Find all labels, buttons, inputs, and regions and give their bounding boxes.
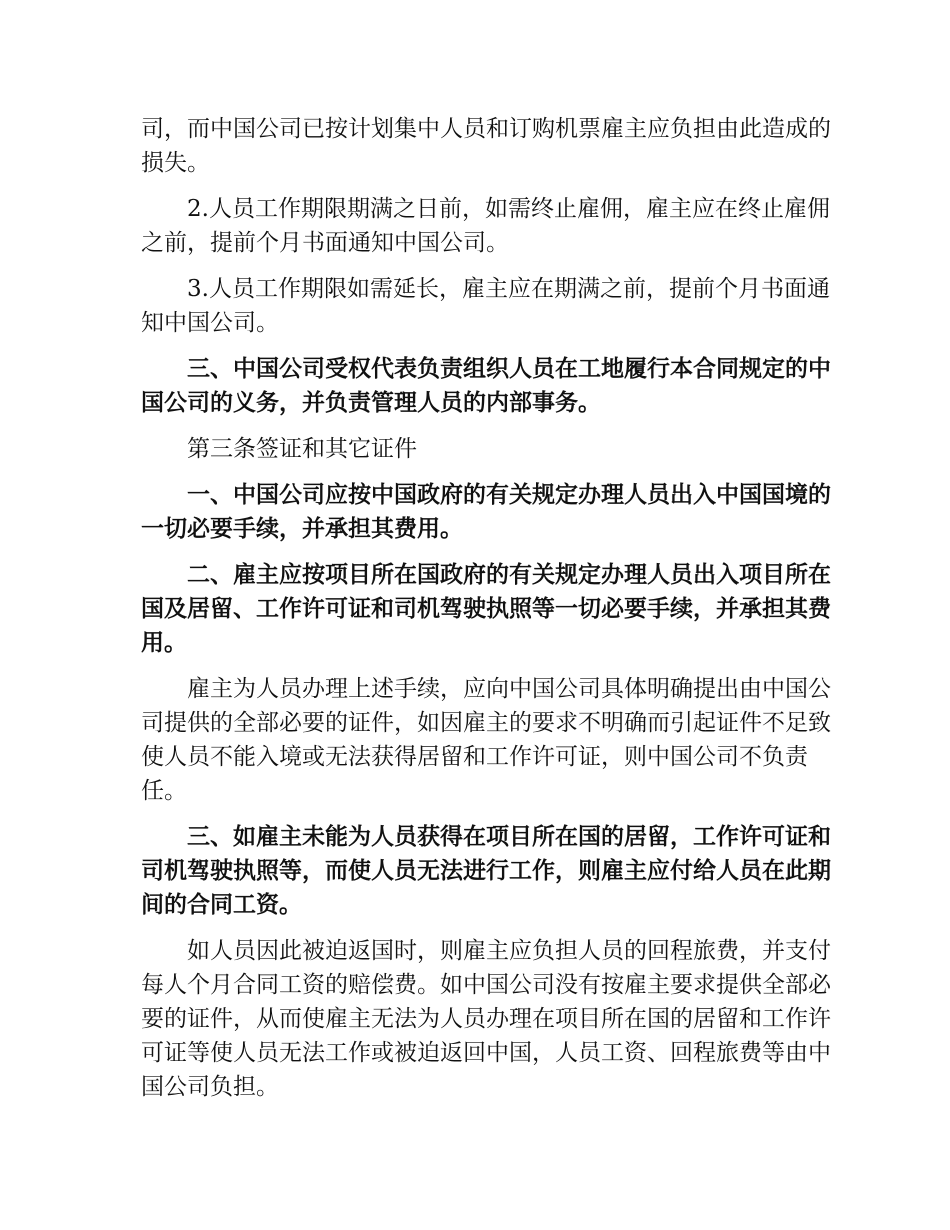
- paragraph-continuation-loss: 司，而中国公司已按计划集中人员和订购机票雇主应负担由此造成的损失。: [141, 116, 831, 176]
- paragraph-section-2-employer-procedures: 二、雇主应按项目所在国政府的有关规定办理人员出入项目所在国及居留、工作许可证和司机驾驶执照等一切必要手续，并承担其费用。: [141, 561, 831, 656]
- document-page: [141, 112, 831, 1116]
- paragraph-section-1-china-procedures: 一、中国公司应按中国政府的有关规定办理人员出入中国国境的一切必要手续，并承担其费用。: [141, 481, 831, 542]
- paragraph-section-3-representative: 三、中国公司受权代表负责组织人员在工地履行本合同规定的中国公司的义务，并负责管理人员的内部事务。: [141, 355, 831, 416]
- paragraph-employer-documents: 雇主为人员办理上述手续，应向中国公司具体明确提出由中国公司提供的全部必要的证件，如因雇主的要求不明确而引起证件不足致使人员不能入境或无法获得居留和工作许可证，则中国公司不负责任。: [141, 676, 831, 804]
- paragraph-section-3-employer-failure: 三、如雇主未能为人员获得在项目所在国的居留，工作许可证和司机驾驶执照等，而使人员无法进行工作，则雇主应付给人员在此期间的合同工资。: [141, 823, 831, 918]
- paragraph-clause-3-extension: 3.人员工作期限如需延长，雇主应在期满之前，提前个月书面通知中国公司。: [141, 276, 830, 336]
- paragraph-return-compensation: 如人员因此被迫返国时，则雇主应负担人员的回程旅费，并支付每人个月合同工资的赔偿费。如中国公司没有按雇主要求提供全部必要的证件，从而使雇主无法为人员办理在项目所在国的居留和工作许可证等使人员无法工作或被迫返回中国，人员工资、回程旅费等由中国公司负担。: [141, 938, 831, 1100]
- paragraph-clause-2-termination: 2.人员工作期限期满之日前，如需终止雇佣，雇主应在终止雇佣之前，提前个月书面通知中国公司。: [141, 196, 830, 256]
- article-3-heading: 第三条签证和其它证件: [187, 436, 417, 462]
